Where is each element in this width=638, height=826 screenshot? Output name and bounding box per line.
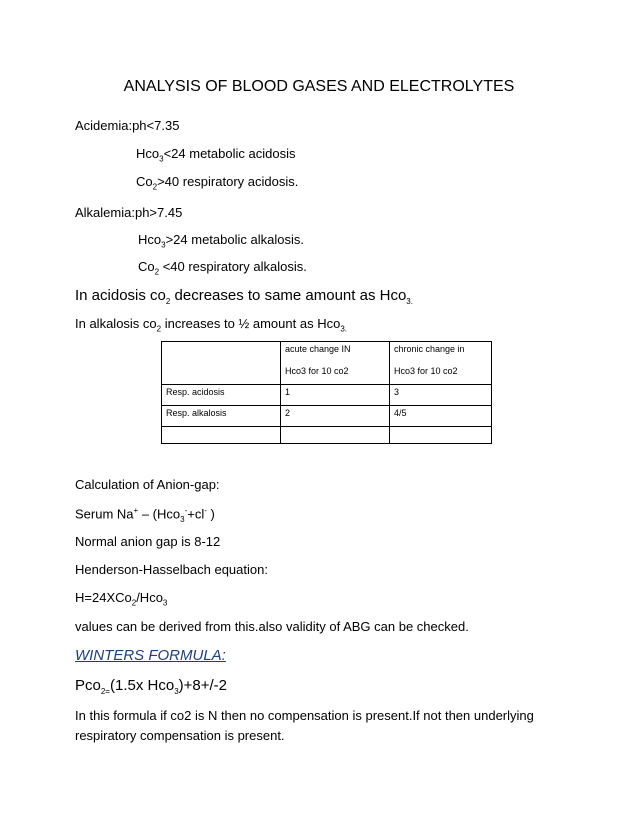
table-cell-chronic: 3 bbox=[390, 385, 492, 406]
anion-gap-formula: Serum Na+ – (Hco$_3$-+cl- ) bbox=[75, 506, 215, 524]
table-header-acute: acute change IN Hco3 for 10 co2 bbox=[281, 342, 390, 385]
compensation-table bbox=[161, 341, 492, 444]
page-title: ANALYSIS OF BLOOD GASES AND ELECTROLYTES bbox=[123, 78, 515, 95]
table-cell-empty bbox=[390, 427, 492, 444]
table-header-empty bbox=[162, 342, 281, 385]
winters-explanation: In this formula if co2 is N then no compensation is present.If not then underlying respiratory compensation is present. bbox=[75, 708, 534, 743]
normal-anion-gap: Normal anion gap is 8-12 bbox=[75, 534, 221, 549]
alkalemia-metabolic-line: Hco$_3$>24 metabolic alkalosis. bbox=[138, 232, 304, 250]
acidemia-metabolic-line: Hco$_3$<24 metabolic acidosis bbox=[136, 146, 296, 164]
table-header-chronic: chronic change in Hco3 for 10 co2 bbox=[390, 342, 492, 385]
acidemia-heading: Acidemia:ph<7.35 bbox=[75, 118, 180, 133]
table-cell-acute: 2 bbox=[281, 406, 390, 427]
alkalemia-heading: Alkalemia:ph>7.45 bbox=[75, 205, 183, 220]
hh-note: values can be derived from this.also validity of ABG can be checked. bbox=[75, 619, 469, 634]
table-cell-empty bbox=[281, 427, 390, 444]
hh-heading: Henderson-Hasselbach equation: bbox=[75, 562, 268, 577]
table-cell-label: Resp. alkalosis bbox=[162, 406, 281, 427]
acidemia-respiratory-line: $Co_2>40$ respiratory acidosis. bbox=[136, 174, 299, 192]
table-header-row bbox=[162, 342, 492, 385]
winters-formula: Pco$_{2=}$(1.5x Hco$_3$)+8+/-2 bbox=[75, 677, 228, 696]
hh-equation: H=24XCo$_2$/Hco$_3$ bbox=[75, 590, 168, 608]
table-cell-label: Resp. acidosis bbox=[162, 385, 281, 406]
table-cell-acute: 1 bbox=[281, 385, 390, 406]
anion-gap-heading: Calculation of Anion-gap: bbox=[75, 477, 220, 492]
table-row bbox=[162, 406, 492, 427]
alkalosis-compensation-line: In alkalosis $co_2$ increases to ½ amount as Hco$_{3.}$ bbox=[75, 316, 347, 334]
table-cell-chronic: 4/5 bbox=[390, 406, 492, 427]
acidosis-compensation-line: In acidosis $co_2$ decreases to same amount as Hco$_{3.}$ bbox=[75, 287, 413, 306]
table-cell-empty bbox=[162, 427, 281, 444]
table-row bbox=[162, 385, 492, 406]
winters-heading: WINTERS FORMULA: bbox=[75, 647, 226, 664]
table-row-empty bbox=[162, 427, 492, 444]
alkalemia-respiratory-line: $Co_2 <40$ respiratory alkalosis. bbox=[138, 259, 307, 277]
